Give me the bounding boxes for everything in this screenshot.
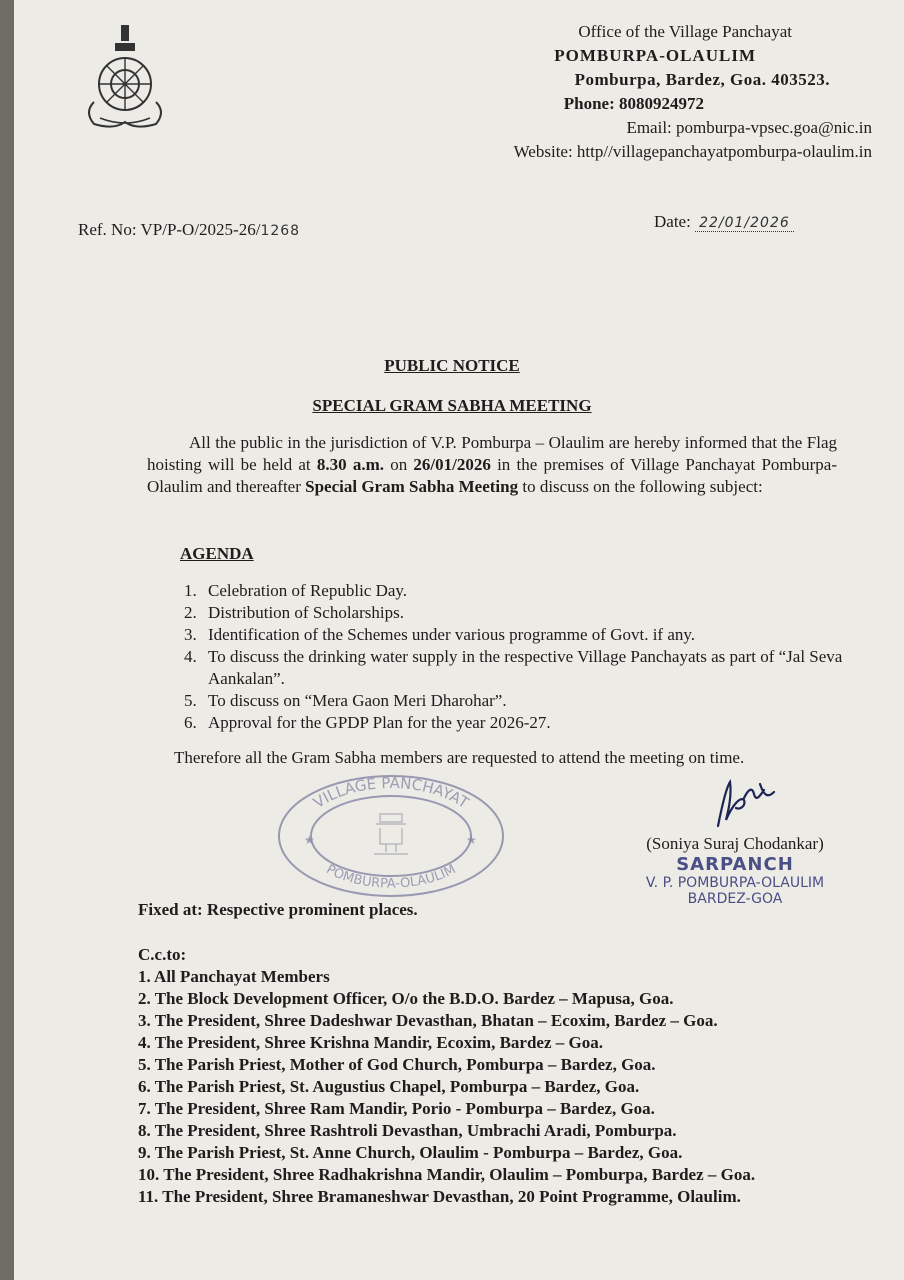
notice-subtitle: SPECIAL GRAM SABHA MEETING <box>312 396 592 415</box>
paragraph-text: on <box>383 455 414 474</box>
date-handwritten-value: 22/01/2026 <box>695 215 794 232</box>
cc-item: 3. The President, Shree Dadeshwar Devasthan, Bhatan – Ecoxim, Bardez – Goa. <box>138 1011 718 1030</box>
cc-item: 7. The President, Shree Ram Mandir, Porio - Pomburpa – Bardez, Goa. <box>138 1099 655 1118</box>
cc-item: 4. The President, Shree Krishna Mandir, Ecoxim, Bardez – Goa. <box>138 1033 603 1052</box>
cc-item: 1. All Panchayat Members <box>138 967 330 986</box>
agenda-number: 1. <box>184 581 197 600</box>
agenda-text: To discuss on “Mera Gaon Meri Dharohar”. <box>208 691 507 710</box>
cc-item: 5. The Parish Priest, Mother of God Church, Pomburpa – Bardez, Goa. <box>138 1055 656 1074</box>
fixed-at: Fixed at: Respective prominent places. <box>138 900 418 919</box>
reference-number <box>78 220 300 240</box>
meeting-name: Special Gram Sabha Meeting <box>305 477 519 496</box>
notice-title: PUBLIC NOTICE <box>384 356 520 375</box>
paragraph-text: in the premises of Village Panchayat Pomburpa-Olaulim and thereafter <box>147 455 837 496</box>
agenda-text: Approval for the GPDP Plan for the year 2026-27. <box>208 713 551 732</box>
agenda-number: 6. <box>184 713 197 732</box>
agenda-item <box>184 580 874 602</box>
agenda-text: Distribution of Scholarships. <box>208 603 404 622</box>
handwritten-signature <box>704 776 784 836</box>
signatory-name: (Soniya Suraj Chodankar) <box>646 834 824 853</box>
document-page <box>14 0 904 1280</box>
phone: Phone: 8080924972 <box>563 94 704 113</box>
cc-item: 11. The President, Shree Bramaneshwar Devasthan, 20 Point Programme, Olaulim. <box>138 1187 741 1206</box>
agenda-number: 3. <box>184 625 197 644</box>
panchayat-emblem-icon <box>80 22 170 142</box>
agenda-item <box>184 646 874 690</box>
agenda-list <box>184 580 874 734</box>
cc-item: 2. The Block Development Officer, O/o the B.D.O. Bardez – Mapusa, Goa. <box>138 989 674 1008</box>
agenda-text: To discuss the drinking water supply in the respective Village Panchayats as part of “Jal Seva Aankalan”. <box>208 647 843 688</box>
email: Email: pomburpa-vpsec.goa@nic.in <box>626 118 872 137</box>
paragraph-text: All the public in the jurisdiction of V.P. Pomburpa – Olaulim are hereby informed that the Flag hoisting will be held at <box>147 433 837 474</box>
ref-handwritten-number: 1268 <box>260 223 301 239</box>
ref-label: Ref. No: VP/P-O/2025-26/ <box>78 220 261 239</box>
svg-text:★: ★ <box>466 833 477 847</box>
agenda-text: Celebration of Republic Day. <box>208 581 408 600</box>
cc-list <box>138 966 878 1208</box>
address: Pomburpa, Bardez, Goa. 403523. <box>574 70 830 89</box>
seal-top-text: VILLAGE PANCHAYAT <box>310 773 473 813</box>
meeting-date: 26/01/2026 <box>413 455 491 474</box>
agenda-number: 5. <box>184 691 197 710</box>
agenda-heading: AGENDA <box>180 544 254 563</box>
agenda-number: 4. <box>184 647 197 666</box>
copy-to-section <box>138 944 878 1208</box>
sarpanch-office: V. P. POMBURPA-OLAULIM <box>645 875 825 891</box>
agenda-item <box>184 690 874 712</box>
notice-paragraph <box>147 432 837 498</box>
panchayat-seal-stamp <box>276 772 506 900</box>
flag-hoisting-time: 8.30 a.m. <box>316 455 384 474</box>
agenda-item <box>184 624 874 646</box>
sarpanch-title: SARPANCH <box>676 854 794 875</box>
agenda-text: Identification of the Schemes under various programme of Govt. if any. <box>208 625 696 644</box>
agenda-number: 2. <box>184 603 197 622</box>
attendance-request: Therefore all the Gram Sabha members are requested to attend the meeting on time. <box>174 748 745 767</box>
cc-item: 8. The President, Shree Rashtroli Devasthan, Umbrachi Aradi, Pomburpa. <box>138 1121 677 1140</box>
sarpanch-stamp <box>620 854 850 907</box>
cc-item: 6. The Parish Priest, St. Augustius Chapel, Pomburpa – Bardez, Goa. <box>138 1077 640 1096</box>
paragraph-text: to discuss on the following subject: <box>518 477 763 496</box>
letterhead <box>344 20 892 164</box>
date <box>654 212 794 232</box>
svg-text:★: ★ <box>304 833 315 847</box>
cc-heading: C.c.to: <box>138 945 187 964</box>
sarpanch-place: BARDEZ-GOA <box>687 891 783 907</box>
office-label: Office of the Village Panchayat <box>578 22 792 41</box>
panchayat-name: POMBURPA-OLAULIM <box>554 46 756 65</box>
agenda-item <box>184 602 874 624</box>
date-label: Date: <box>654 212 691 231</box>
cc-item: 9. The Parish Priest, St. Anne Church, Olaulim - Pomburpa – Bardez, Goa. <box>138 1143 683 1162</box>
seal-bottom-text: POMBURPA-OLAULIM <box>323 862 459 892</box>
cc-item: 10. The President, Shree Radhakrishna Mandir, Olaulim – Pomburpa, Bardez – Goa. <box>138 1165 756 1184</box>
website: Website: http//villagepanchayatpomburpa-olaulim.in <box>513 142 872 161</box>
agenda-item <box>184 712 874 734</box>
